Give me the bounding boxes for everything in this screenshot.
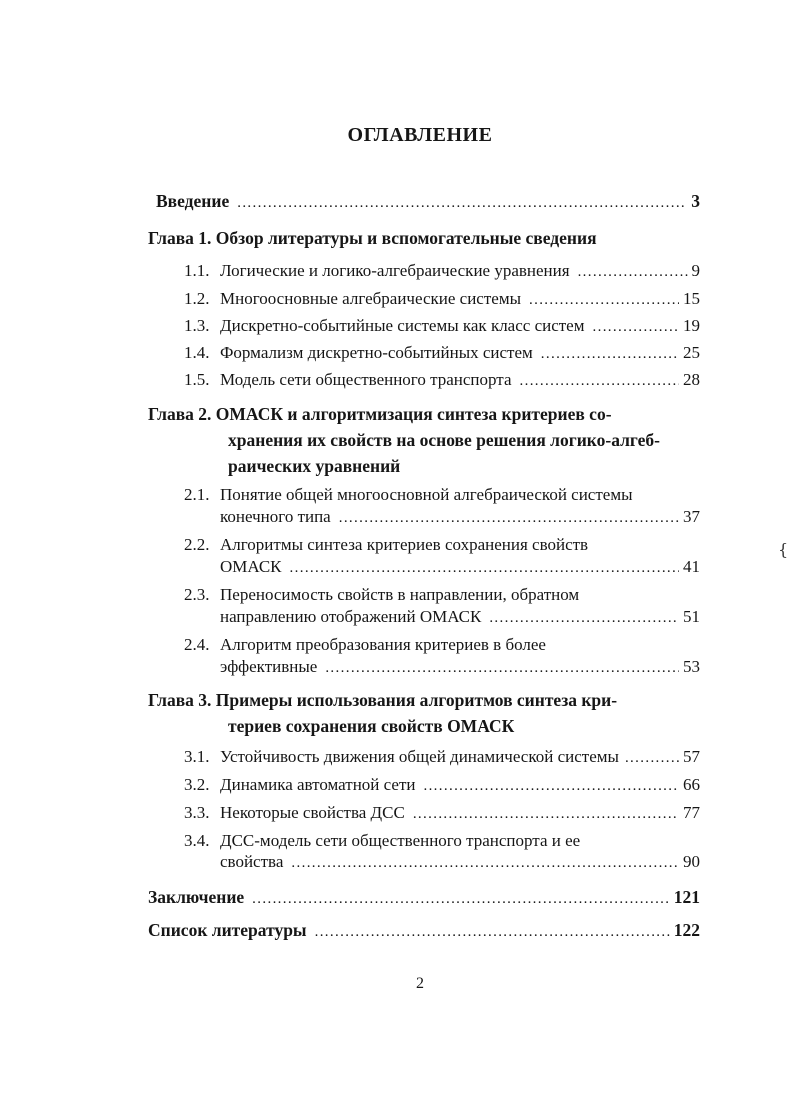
section-title-continued: направлению отображений ОМАСК bbox=[220, 607, 482, 626]
toc-entry-2-3-line1[interactable] bbox=[184, 584, 700, 606]
dot-leader bbox=[237, 192, 687, 214]
section-title: Многоосновные алгебраические системы bbox=[220, 289, 521, 308]
dot-leader bbox=[578, 261, 688, 283]
dot-leader bbox=[423, 775, 679, 797]
dot-leader bbox=[413, 803, 679, 825]
toc-page-number: 90 bbox=[683, 852, 700, 871]
scan-speck: { bbox=[778, 540, 789, 559]
toc-entry-2-4-line1[interactable] bbox=[184, 634, 700, 656]
section-title: Динамика автоматной сети bbox=[220, 775, 416, 794]
dot-leader bbox=[290, 557, 679, 579]
section-title-continued: эффективные bbox=[220, 657, 318, 676]
toc-page-number: 25 bbox=[683, 343, 700, 362]
toc-page-number: 66 bbox=[683, 775, 700, 794]
chapter-heading-line: раических уравнений bbox=[228, 456, 401, 476]
section-number: 3.4. bbox=[184, 831, 210, 850]
section-title-continued: свойства bbox=[220, 852, 284, 871]
toc-entry-label: Список литературы bbox=[148, 920, 307, 940]
toc-entry-1-5[interactable] bbox=[184, 369, 700, 392]
toc-page-number: 122 bbox=[673, 920, 700, 940]
toc-entry-intro[interactable] bbox=[156, 190, 700, 214]
toc-page-number: 19 bbox=[683, 316, 700, 335]
toc-entry-2-1-line1[interactable] bbox=[184, 484, 700, 506]
section-number: 1.3. bbox=[184, 316, 210, 335]
toc-title: ОГЛАВЛЕНИЕ bbox=[347, 124, 493, 146]
section-title: Алгоритмы синтеза критериев сохранения свойств bbox=[220, 535, 589, 554]
dot-leader bbox=[593, 316, 680, 338]
section-title: Устойчивость движения общей динамической системы bbox=[220, 747, 619, 766]
dot-leader bbox=[529, 289, 679, 311]
section-number: 2.4. bbox=[184, 635, 210, 654]
toc-entry-3-3[interactable] bbox=[184, 802, 700, 825]
chapter-heading-line: Глава 3. Примеры использования алгоритмов синтеза кри- bbox=[148, 690, 618, 710]
dot-leader bbox=[541, 343, 679, 365]
section-number: 1.1. bbox=[184, 261, 210, 280]
section-title: Переносимость свойств в направлении, обратном bbox=[220, 585, 580, 604]
section-number: 2.3. bbox=[184, 585, 210, 604]
toc-page-number: 77 bbox=[683, 803, 700, 822]
toc-entry-1-1[interactable] bbox=[184, 260, 700, 283]
toc-page-number: 3 bbox=[691, 191, 700, 211]
toc-entry-conclusion[interactable] bbox=[148, 886, 700, 910]
section-number: 3.2. bbox=[184, 775, 210, 794]
dot-leader bbox=[520, 370, 680, 392]
toc-page-number: 121 bbox=[673, 887, 700, 907]
chapter-heading-text: Глава 1. Обзор литературы и вспомогательные сведения bbox=[148, 228, 597, 248]
toc-entry-3-1[interactable] bbox=[184, 746, 700, 769]
section-number: 1.4. bbox=[184, 343, 210, 362]
dot-leader bbox=[625, 747, 681, 769]
section-title: ДСС-модель сети общественного транспорта и ее bbox=[220, 831, 581, 850]
section-number: 2.2. bbox=[184, 535, 210, 554]
section-number: 3.3. bbox=[184, 803, 210, 822]
chapter-1-heading[interactable] bbox=[148, 227, 597, 249]
toc-page-number: 28 bbox=[683, 370, 700, 389]
dot-leader bbox=[315, 921, 670, 943]
toc-entry-1-2[interactable] bbox=[184, 288, 700, 311]
chapter-2-heading[interactable] bbox=[148, 401, 700, 479]
toc-page-number: 53 bbox=[683, 657, 700, 676]
toc-page-number: 15 bbox=[683, 289, 700, 308]
section-title: Модель сети общественного транспорта bbox=[220, 370, 512, 389]
section-title: Понятие общей многоосновной алгебраической системы bbox=[220, 485, 633, 504]
chapter-heading-line: териев сохранения свойств ОМАСК bbox=[228, 716, 515, 736]
toc-entry-2-4-line2[interactable] bbox=[220, 656, 700, 679]
toc-page-number: 51 bbox=[683, 607, 700, 626]
section-title: Логические и логико-алгебраические уравнения bbox=[220, 261, 570, 280]
dot-leader bbox=[252, 888, 670, 910]
section-title-continued: ОМАСК bbox=[220, 557, 282, 576]
toc-entry-2-1-line2[interactable] bbox=[220, 506, 700, 529]
toc-entry-2-2-line2[interactable] bbox=[220, 556, 700, 579]
toc-entry-references[interactable] bbox=[148, 919, 700, 943]
dot-leader bbox=[325, 657, 679, 679]
chapter-heading-line: хранения их свойств на основе решения логико-алгеб- bbox=[228, 430, 660, 450]
toc-entry-1-3[interactable] bbox=[184, 315, 700, 338]
dot-leader bbox=[489, 607, 679, 629]
toc-page-number: 41 bbox=[683, 557, 700, 576]
section-number: 2.1. bbox=[184, 485, 210, 504]
section-title-continued: конечного типа bbox=[220, 507, 331, 526]
section-title: Дискретно-событийные системы как класс систем bbox=[220, 316, 585, 335]
section-title: Формализм дискретно-событийных систем bbox=[220, 343, 533, 362]
chapter-heading-line: Глава 2. ОМАСК и алгоритмизация синтеза критериев со- bbox=[148, 404, 612, 424]
toc-entry-2-2-line1[interactable] bbox=[184, 534, 700, 556]
toc-page-number: 37 bbox=[683, 507, 700, 526]
toc-entry-1-4[interactable] bbox=[184, 342, 700, 365]
page-number: 2 bbox=[416, 975, 424, 992]
toc-entry-3-2[interactable] bbox=[184, 774, 700, 797]
toc-entry-label: Заключение bbox=[148, 887, 245, 907]
section-number: 3.1. bbox=[184, 747, 210, 766]
toc-entry-3-4-line2[interactable] bbox=[220, 851, 700, 874]
dot-leader bbox=[291, 852, 679, 874]
section-title: Некоторые свойства ДСС bbox=[220, 803, 405, 822]
toc-entry-3-4-line1[interactable] bbox=[184, 830, 700, 852]
toc-entry-2-3-line2[interactable] bbox=[220, 606, 700, 629]
toc-entry-label: Введение bbox=[156, 191, 230, 211]
toc-page-number: 9 bbox=[691, 261, 700, 280]
dot-leader bbox=[339, 507, 679, 529]
toc-page-number: 57 bbox=[683, 747, 700, 766]
section-title: Алгоритм преобразования критериев в более bbox=[220, 635, 546, 654]
section-number: 1.5. bbox=[184, 370, 210, 389]
section-number: 1.2. bbox=[184, 289, 210, 308]
chapter-3-heading[interactable] bbox=[148, 687, 700, 739]
